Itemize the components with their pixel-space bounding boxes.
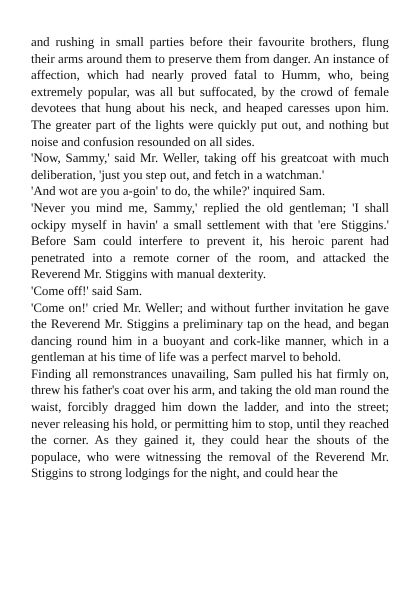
paragraph-humm-rescue: and rushing in small parties before their favourite brothers, flung their arms around them to preserve them from danger. An instance of affection, which had nearly proved fatal to Humm, who, being extremely popular, was all but suffocated, by the crowd of female devotees that hung about his neck, and heaped caresses upon him. The greater part of the lights were quickly put out, and nothing but noise and confusion resounded on all sides. — [31, 35, 389, 149]
paragraph-sam-drags-father: Finding all remonstrances unavailing, Sam pulled his hat firmly on, threw his father's coat over his arm, and taking the old man round the waist, forcibly dragged him down the ladder, and into the street; never releasing his hold, or permitting him to stop, until they reached the corner. As they gained it, they could hear the shouts of the populace, who were witnessing the removal of the Reverend Mr. Stiggins to strong lodgings for the night, and could hear the — [31, 366, 389, 481]
paragraph-weller-greatcoat: 'Now, Sammy,' said Mr. Weller, taking off his greatcoat with much deliberation, 'just you step out, and fetch in a watchman.' — [31, 151, 389, 182]
paragraph-come-on: 'Come on!' cried Mr. Weller; and without further invitation he gave the Reverend Mr. Stiggins a preliminary tap on the head, and began dancing round him in a buoyant and cork-like manner, which in a gentleman at his time of life was a perfect marvel to behold. — [31, 300, 389, 365]
paragraph-weller-settlement: 'Never you mind me, Sammy,' replied the old gentleman; 'I shall ockipy myself in havin' a small settlement with that 'ere Stiggins.' Before Sam could interfere to prevent it, his heroic parent had penetrated into a remote corner of the room, and attacked the Reverend Mr. Stiggins with manual dexterity. — [31, 200, 389, 282]
paragraph-sam-inquiry: 'And wot are you a-goin' to do, the while?' inquired Sam. — [31, 184, 326, 199]
paragraph-come-off: 'Come off!' said Sam. — [31, 283, 143, 298]
body-text — [31, 34, 389, 482]
